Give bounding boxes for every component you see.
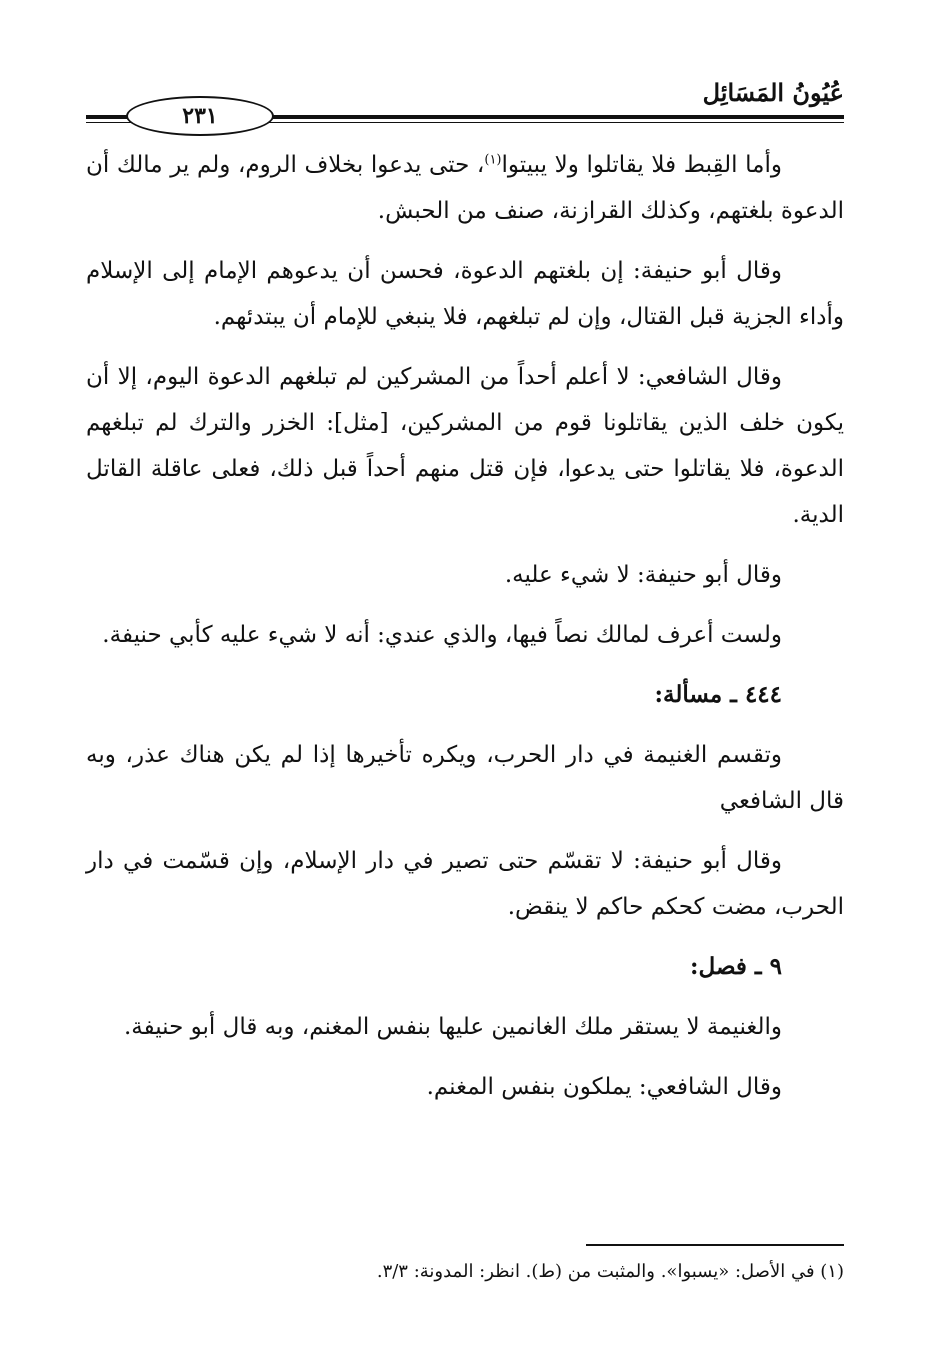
page-number: ٢٣١	[126, 96, 274, 136]
paragraph-1	[86, 142, 844, 234]
section-heading-fasl: ٩ ـ فصل:	[690, 953, 782, 980]
paragraph-8: والغنيمة لا يستقر ملك الغانمين عليها بنفس المغنم، وبه قال أبو حنيفة.	[123, 1014, 782, 1040]
paragraph-3: وقال الشافعي: لا أعلم أحداً من المشركين لم تبلغهم الدعوة اليوم، إلا أن يكون خلف الذين يقاتلونا قوم من المشركين، [مثل]: الخزر والترك لم تبلغهم الدعوة، فلا يقاتلوا حتى يدعوا، فإن قتل منهم أحداً قبل ذلك، فعلى عاقلة القاتل الدية.	[86, 364, 844, 528]
section-heading-masala: ٤٤٤ ـ مسألة:	[654, 681, 782, 708]
paragraph-7: وقال أبو حنيفة: لا تقسّم حتى تصير في دار الإسلام، وإن قسّمت في دار الحرب، مضت كحكم حاكم لا ينقض.	[86, 848, 844, 920]
footnote-ref[interactable]: (١)	[484, 152, 502, 168]
footnote: (١) في الأصل: «يسبوا». والمثبت من (ط). انظر: المدونة: ٣/٣.	[376, 1261, 844, 1282]
paragraph-9: وقال الشافعي: يملكون بنفس المغنم.	[426, 1074, 782, 1100]
page-header	[86, 76, 844, 132]
paragraph-2: وقال أبو حنيفة: إن بلغتهم الدعوة، فحسن أن يدعوهم الإمام إلى الإسلام وأداء الجزية قبل القتال، وإن لم تبلغهم، فلا ينبغي للإمام أن يبتدئهم.	[86, 258, 844, 330]
paragraph-4: وقال أبو حنيفة: لا شيء عليه.	[504, 562, 782, 588]
paragraph-1-text-after: ، حتى يدعوا بخلاف الروم، ولم ير مالك أن الدعوة بلغتهم، وكذلك القرازنة، صنف من الحبش.	[86, 152, 844, 224]
footnote-divider	[586, 1244, 844, 1246]
paragraph-6: وتقسم الغنيمة في دار الحرب، ويكره تأخيرها إذا لم يكن هناك عذر، وبه قال الشافعي	[86, 742, 844, 814]
main-text	[86, 142, 844, 1124]
paragraph-5: ولست أعرف لمالك نصاً فيها، والذي عندي: أنه لا شيء عليه كأبي حنيفة.	[102, 622, 782, 648]
running-title: عُيُونُ المَسَائِل	[702, 78, 844, 107]
paragraph-1-text: وأما القِبط فلا يقاتلوا ولا يبيتوا	[501, 152, 782, 178]
